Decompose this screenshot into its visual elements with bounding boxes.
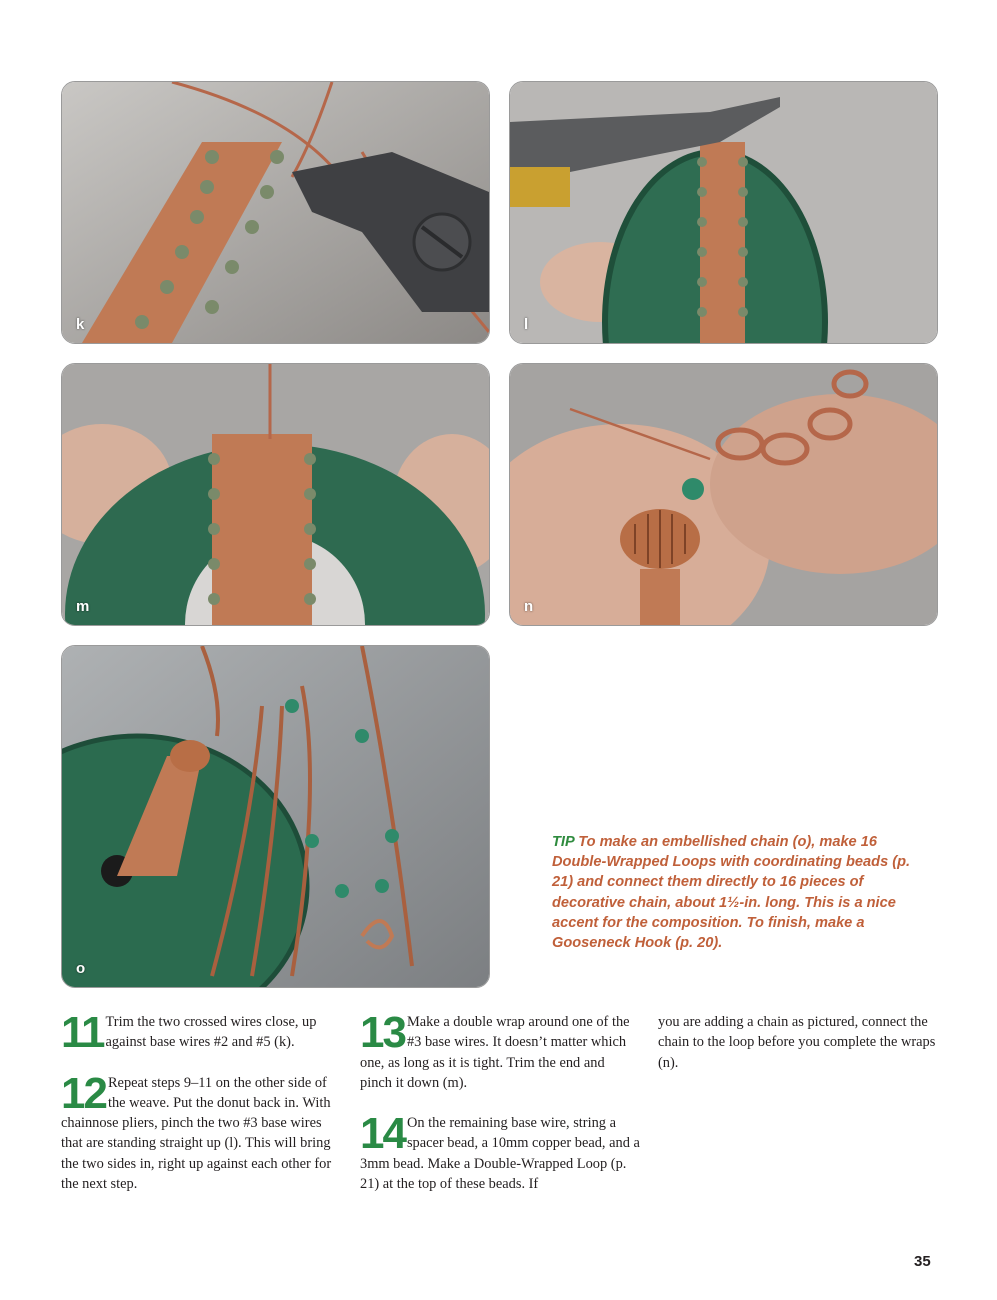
photo-label: m xyxy=(76,598,90,615)
photo-n-image xyxy=(510,364,937,625)
step-number: 11 xyxy=(61,1008,104,1057)
page-number: 35 xyxy=(914,1253,931,1270)
step-14 xyxy=(360,1109,640,1194)
column-2 xyxy=(360,1008,640,1214)
step-text: Repeat steps 9–11 on the other side of the weave. Put the donut back in. With chainnose pliers, pinch the two #3 base wires that are standing straight up (l). This will bring the two sides in, right up against each other for the next step. xyxy=(61,1074,332,1193)
photo-k xyxy=(61,81,490,344)
step-number: 12 xyxy=(61,1068,106,1118)
step-12 xyxy=(61,1068,339,1195)
photo-label: l xyxy=(524,316,529,333)
step-number: 14 xyxy=(360,1109,405,1159)
photo-o-image xyxy=(62,646,489,987)
photo-k-image xyxy=(62,82,489,343)
step-11 xyxy=(61,1008,339,1057)
step-number: 13 xyxy=(360,1008,405,1057)
photo-n xyxy=(509,363,938,626)
photo-m xyxy=(61,363,490,626)
photo-m-image xyxy=(62,364,489,625)
photo-label: o xyxy=(76,960,86,977)
step-13 xyxy=(360,1008,640,1093)
column-1 xyxy=(61,1008,339,1214)
step-text: Trim the two crossed wires close, up against base wires #2 and #5 (k). xyxy=(105,1014,317,1051)
photo-o xyxy=(61,645,490,988)
tip-box xyxy=(552,832,922,953)
photo-label: k xyxy=(76,316,85,333)
step-text: Make a double wrap around one of the #3 base wires. It doesn’t matter which one, as long as it is tight. Trim the end and pinch it down (m). xyxy=(360,1014,630,1091)
step-text: On the remaining base wire, string a spacer bead, a 10mm copper bead, and a 3mm bead. Make a Double-Wrapped Loop (p. 21) at the top of these beads. If xyxy=(360,1115,640,1193)
tip-text: To make an embellished chain (o), make 16 Double-Wrapped Loops with coordinating beads (p. 21) and connect them directly to 16 pieces of decorative chain, about 1½-in. long. This is a nice accent for the composition. To finish, make a Gooseneck Hook (p. 20). xyxy=(552,834,911,952)
column-3 xyxy=(658,1012,940,1073)
tip-label: TIP xyxy=(552,834,575,850)
photo-l-image xyxy=(510,82,937,343)
step-14-continuation: you are adding a chain as pictured, connect the chain to the loop before you complete the wraps (n). xyxy=(658,1014,936,1071)
photo-label: n xyxy=(524,598,534,615)
photo-l xyxy=(509,81,938,344)
